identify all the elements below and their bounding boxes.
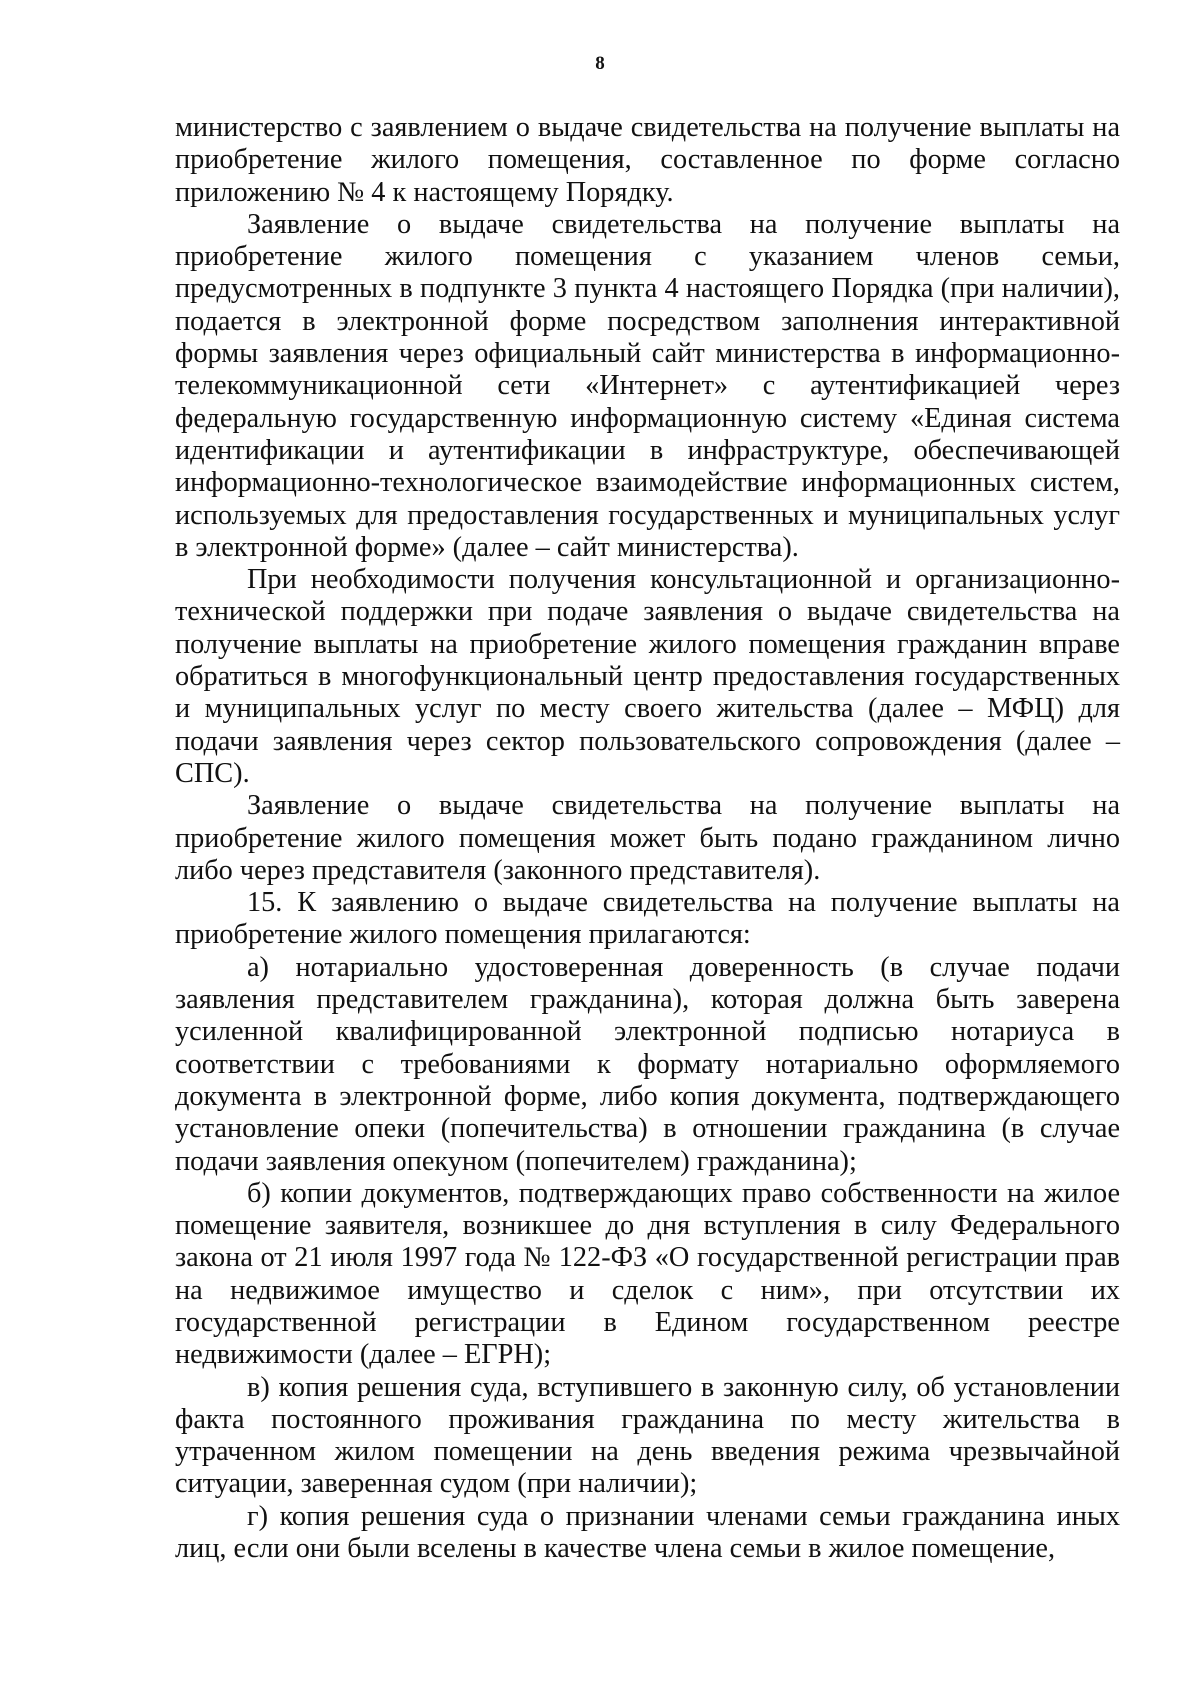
paragraph: 15. К заявлению о выдаче свидетельства на получение выплаты на приобретение жилого помещения прилагаются: [175, 887, 1120, 951]
page-number: 8 [595, 53, 605, 74]
paragraph: Заявление о выдаче свидетельства на получение выплаты на приобретение жилого помещения может быть подано гражданином лично либо через представителя (законного представителя). [175, 790, 1120, 886]
list-item-g: г) копия решения суда о признании членами семьи гражданина иных лиц, если они были вселены в качестве члена семьи в жилое помещение, [175, 1500, 1120, 1565]
paragraph: министерство с заявлением о выдаче свидетельства на получение выплаты на приобретение жилого помещения, составленное по форме согласно приложению № 4 к настоящему Порядку. [175, 112, 1120, 208]
paragraph: Заявление о выдаче свидетельства на получение выплаты на приобретение жилого помещения с указанием членов семьи, предусмотренных в подпункте 3 пункта 4 настоящего Порядка (при наличии), подается в электронной форме посредством заполнения интерактивной формы заявления через официальный сайт министерства в информационно-телекоммуникационной сети «Интернет» с аутентификацией через федеральную государственную информационную систему «Единая система идентификации и аутентификации в инфраструктуре, обеспечивающей информационно-технологическое взаимодействие информационных систем, используемых для предоставления государственных и муниципальных услуг в электронной форме» (далее – сайт министерства). [175, 208, 1120, 563]
paragraph: При необходимости получения консультационной и организационно-технической поддержки при подаче заявления о выдаче свидетельства на получение выплаты на приобретение жилого помещения гражданин вправе обратиться в многофункциональный центр предоставления государственных и муниципальных услуг по месту своего жительства (далее – МФЦ) для подачи заявления через сектор пользовательского сопровождения (далее – СПС). [175, 564, 1120, 789]
list-item-b: б) копии документов, подтверждающих право собственности на жилое помещение заявителя, возникшее до дня вступления в силу Федерального закона от 21 июля 1997 года № 122-ФЗ «О государственной регистрации прав на недвижимое имущество и сделок с ним», при отсутствии их государственной регистрации в Едином государственном реестре недвижимости (далее – ЕГРН); [175, 1177, 1120, 1371]
list-item-a: а) нотариально удостоверенная доверенность (в случае подачи заявления представителем гражданина), которая должна быть заверена усиленной квалифицированной электронной подписью нотариуса в соответствии с требованиями к формату нотариально оформляемого документа в электронной форме, либо копия документа, подтверждающего установление опеки (попечительства) в отношении гражданина (в случае подачи заявления опекуном (попечителем) гражданина); [175, 951, 1120, 1177]
list-item-v: в) копия решения суда, вступившего в законную силу, об установлении факта постоянного проживания гражданина по месту жительства в утраченном жилом помещении на день введения режима чрезвычайной ситуации, заверенная судом (при наличии); [175, 1371, 1120, 1500]
document-body [175, 112, 1120, 1565]
